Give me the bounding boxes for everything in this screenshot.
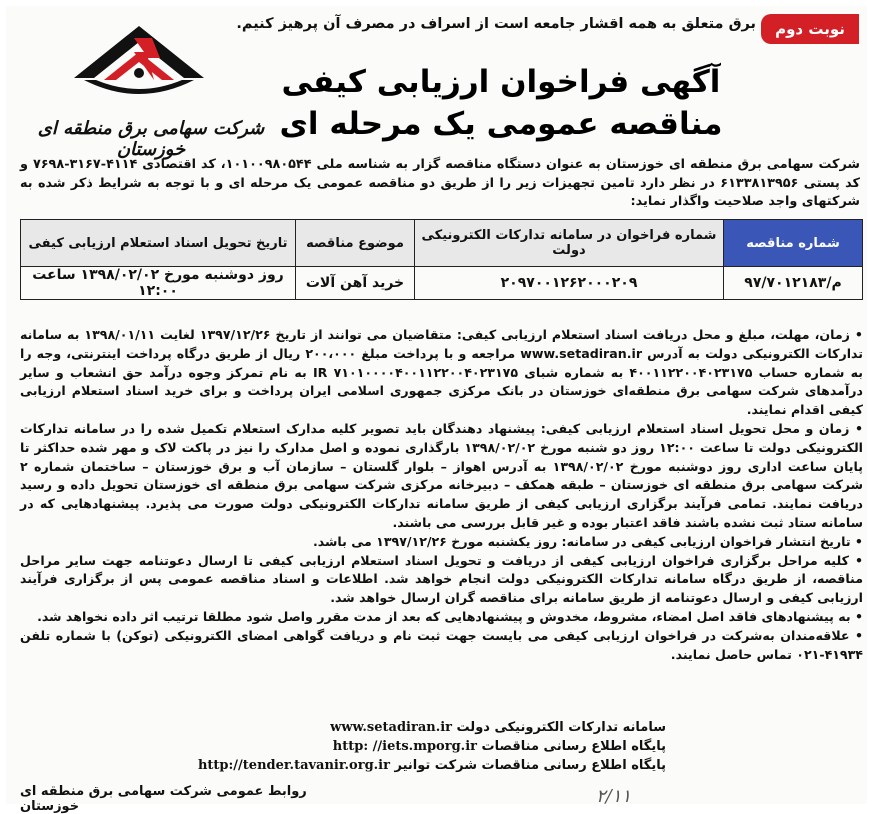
footer-link-line (206, 737, 666, 756)
tender-table (20, 219, 863, 300)
logo-caption: شرکت سهامی برق منطقه ای خوزستان (37, 118, 265, 160)
footer-link-label: پایگاه اطلاع رسانی مناقصات (481, 739, 666, 754)
column-header-call-number: شماره فراخوان در سامانه تدارکات الکترونیکی دولت (415, 220, 724, 267)
tavanir-link[interactable]: http://tender.tavanir.org.ir (197, 758, 390, 773)
footer-link-line (206, 718, 666, 737)
cell-subject: خرید آهن آلات (296, 267, 415, 300)
iets-link[interactable]: http: //iets.mporg.ir (332, 739, 477, 754)
footer-link-label: سامانه تدارکات الکترونیکی دولت (456, 720, 666, 735)
condition-paragraph: • به پیشنهادهای فاقد اصل امضاء، مشروط، مخدوش و پیشنهادهایی که بعد از مدت مقرر واصل شود مطلقا ترتیب اثر داده نخواهد شد. (37, 608, 863, 624)
intro-paragraph: شرکت سهامی برق منطقه ای خوزستان به عنوان دستگاه مناقصه گزار به شناسه ملی ۱۰۱۰۰۹۸۰۵۴۴، کد اقتصادی ۴۱۱۴-۳۱۶۷-۷۶۹۸ و کد پستی ۶۱۳۳۸۱۳۹۵۶ در نظر دارد تامین تجهیزات زیر را از طریق دو مناقصه عمومی یک مرحله ای و با توجه به شرایط ذکر شده به شرکتهای واجد صلاحیت واگذار نماید: (20, 157, 860, 209)
condition-paragraph: • علاقه‌مندان به‌شرکت در فراخوان ارزیابی کیفی می بایست جهت ثبت نام و دریافت گواهی امضای الکترونیکی (توکن) با شماره تلفن ۴۱۹۳۴-۰۲۱ تماس حاصل نمایند. (20, 627, 863, 662)
footer-link-label: پایگاه اطلاع رسانی مناقصات شرکت توانیر (394, 758, 666, 773)
public-relations-signature: روابط عمومی شرکت سهامی برق منطقه ای خوزستان (20, 784, 307, 814)
conditions-section (20, 326, 863, 664)
condition-paragraph: • تاریخ انتشار فراخوان ارزیابی کیفی در سامانه: روز یکشنبه مورخ ۱۳۹۷/۱۲/۲۶ می باشد. (312, 533, 863, 549)
cell-call-number: ۲۰۹۷۰۰۱۲۶۲۰۰۰۲۰۹ (415, 267, 724, 300)
column-header-delivery-date: تاریخ تحویل اسناد استعلام ارزیابی کیفی (21, 220, 296, 267)
ad-subtitle: مناقصه عمومی یک مرحله ای (279, 106, 723, 142)
setadiran-link[interactable]: www.setadiran.ir (330, 720, 453, 735)
handwritten-stamp: ۲/۱۱ (596, 786, 632, 807)
publication-round-badge: نوبت دوم (761, 14, 859, 44)
ad-title: آگهی فراخوان ارزیابی کیفی (281, 64, 721, 100)
advertisement-page (6, 6, 867, 814)
table-header-row (21, 220, 863, 267)
energy-slogan: برق متعلق به همه اقشار جامعه است از اسراف در مصرف آن پرهیز کنیم. (236, 16, 756, 32)
column-header-subject: موضوع مناقصه (296, 220, 415, 267)
condition-paragraph: • زمان و محل تحویل اسناد استعلام ارزیابی کیفی: پیشنهاد دهندگان باید تصویر کلیه مدارک استعلام تکمیل شده را در سامانه تدارکات الکترونیکی دولت تا ساعت ۱۲:۰۰ روز دو شنبه مورخ ۱۳۹۸/۰۲/۰۲ بارگذاری نموده و اصل مدارک را نیز در پاکت لاک و مهر شده حداکثر تا پایان ساعت اداری روز دوشنبه مورخ ۱۳۹۸/۰۲/۰۲ به آدرس اهواز – بلوار گلستان – سازمان آب و برق خوزستان – ساختمان شماره ۲ شرکت سهامی برق منطقه ای خوزستان – طبقه همکف – دبیرخانه مرکزی شرکت سهامی برق منطقه ای خوزستان تحویل داده و رسید دریافت نمایند. تمامی فرآیند برگزاری ارزیابی کیفی از طریق سامانه تدارکات الکترونیکی دولت صورت می پذیرد. پیشنهادهایی که در سامانه ستاد ثبت نشده باشند فاقد اعتبار بوده و غیر قابل بررسی می باشند. (20, 420, 863, 530)
condition-paragraph: • زمان، مهلت، مبلغ و محل دریافت اسناد استعلام ارزیابی کیفی: متقاضیان می توانند از تاریخ ۱۳۹۷/۱۲/۲۶ لغایت ۱۳۹۸/۰۱/۱۱ به سامانه تدارکات الکترونیکی دولت به آدرس www.setadiran.ir مراجعه و با پرداخت مبلغ ۲۰۰،۰۰۰ ریال از طریق درگاه پرداخت اینترنتی، وجه را به شماره حساب ۴۰۰۱۱۲۲۰۰۴۰۲۳۱۷۵ به شماره شبای IR ۷۱۰۱۰۰۰۰۴۰۰۱۱۲۲۰۰۴۰۲۳۱۷۵ به نام تمرکز وجوه درآمد حق انشعاب و سایر درآمدهای شرکت سهامی برق منطقه‌ای خوزستان در بانک مرکزی جمهوری اسلامی ایران پرداخت و برای خرید اسناد استعلام ارزیابی کیفی اقدام نمایند. (20, 327, 864, 418)
khuzestan-electricity-logo-icon (64, 18, 214, 118)
condition-paragraph: • کلیه مراحل برگزاری فراخوان ارزیابی کیفی از دریافت و تحویل اسناد استعلام ارزیابی کیفی تا ارسال دعوتنامه جهت سایر مراحل مناقصه، از طریق درگاه سامانه تدارکات الکترونیکی دولت انجام خواهد شد. اطلاعات و اسناد مناقصه عمومی پس از برگزاری فرآیند ارزیابی کیفی و ارسال دعوتنامه از طریق سامانه برای مناقصه گران ارسال خواهد شد. (20, 552, 863, 606)
cell-delivery-date: روز دوشنبه مورخ ۱۳۹۸/۰۲/۰۲ ساعت ۱۲:۰۰ (21, 267, 296, 300)
footer-link-line (197, 756, 666, 775)
cell-tender-number: م/۹۷/۷۰۱۲۱۸۳ (724, 267, 863, 300)
table-row (21, 267, 863, 300)
company-logo (16, 16, 286, 160)
column-header-tender-number: شماره مناقصه (724, 220, 863, 267)
footer-links (197, 718, 666, 775)
